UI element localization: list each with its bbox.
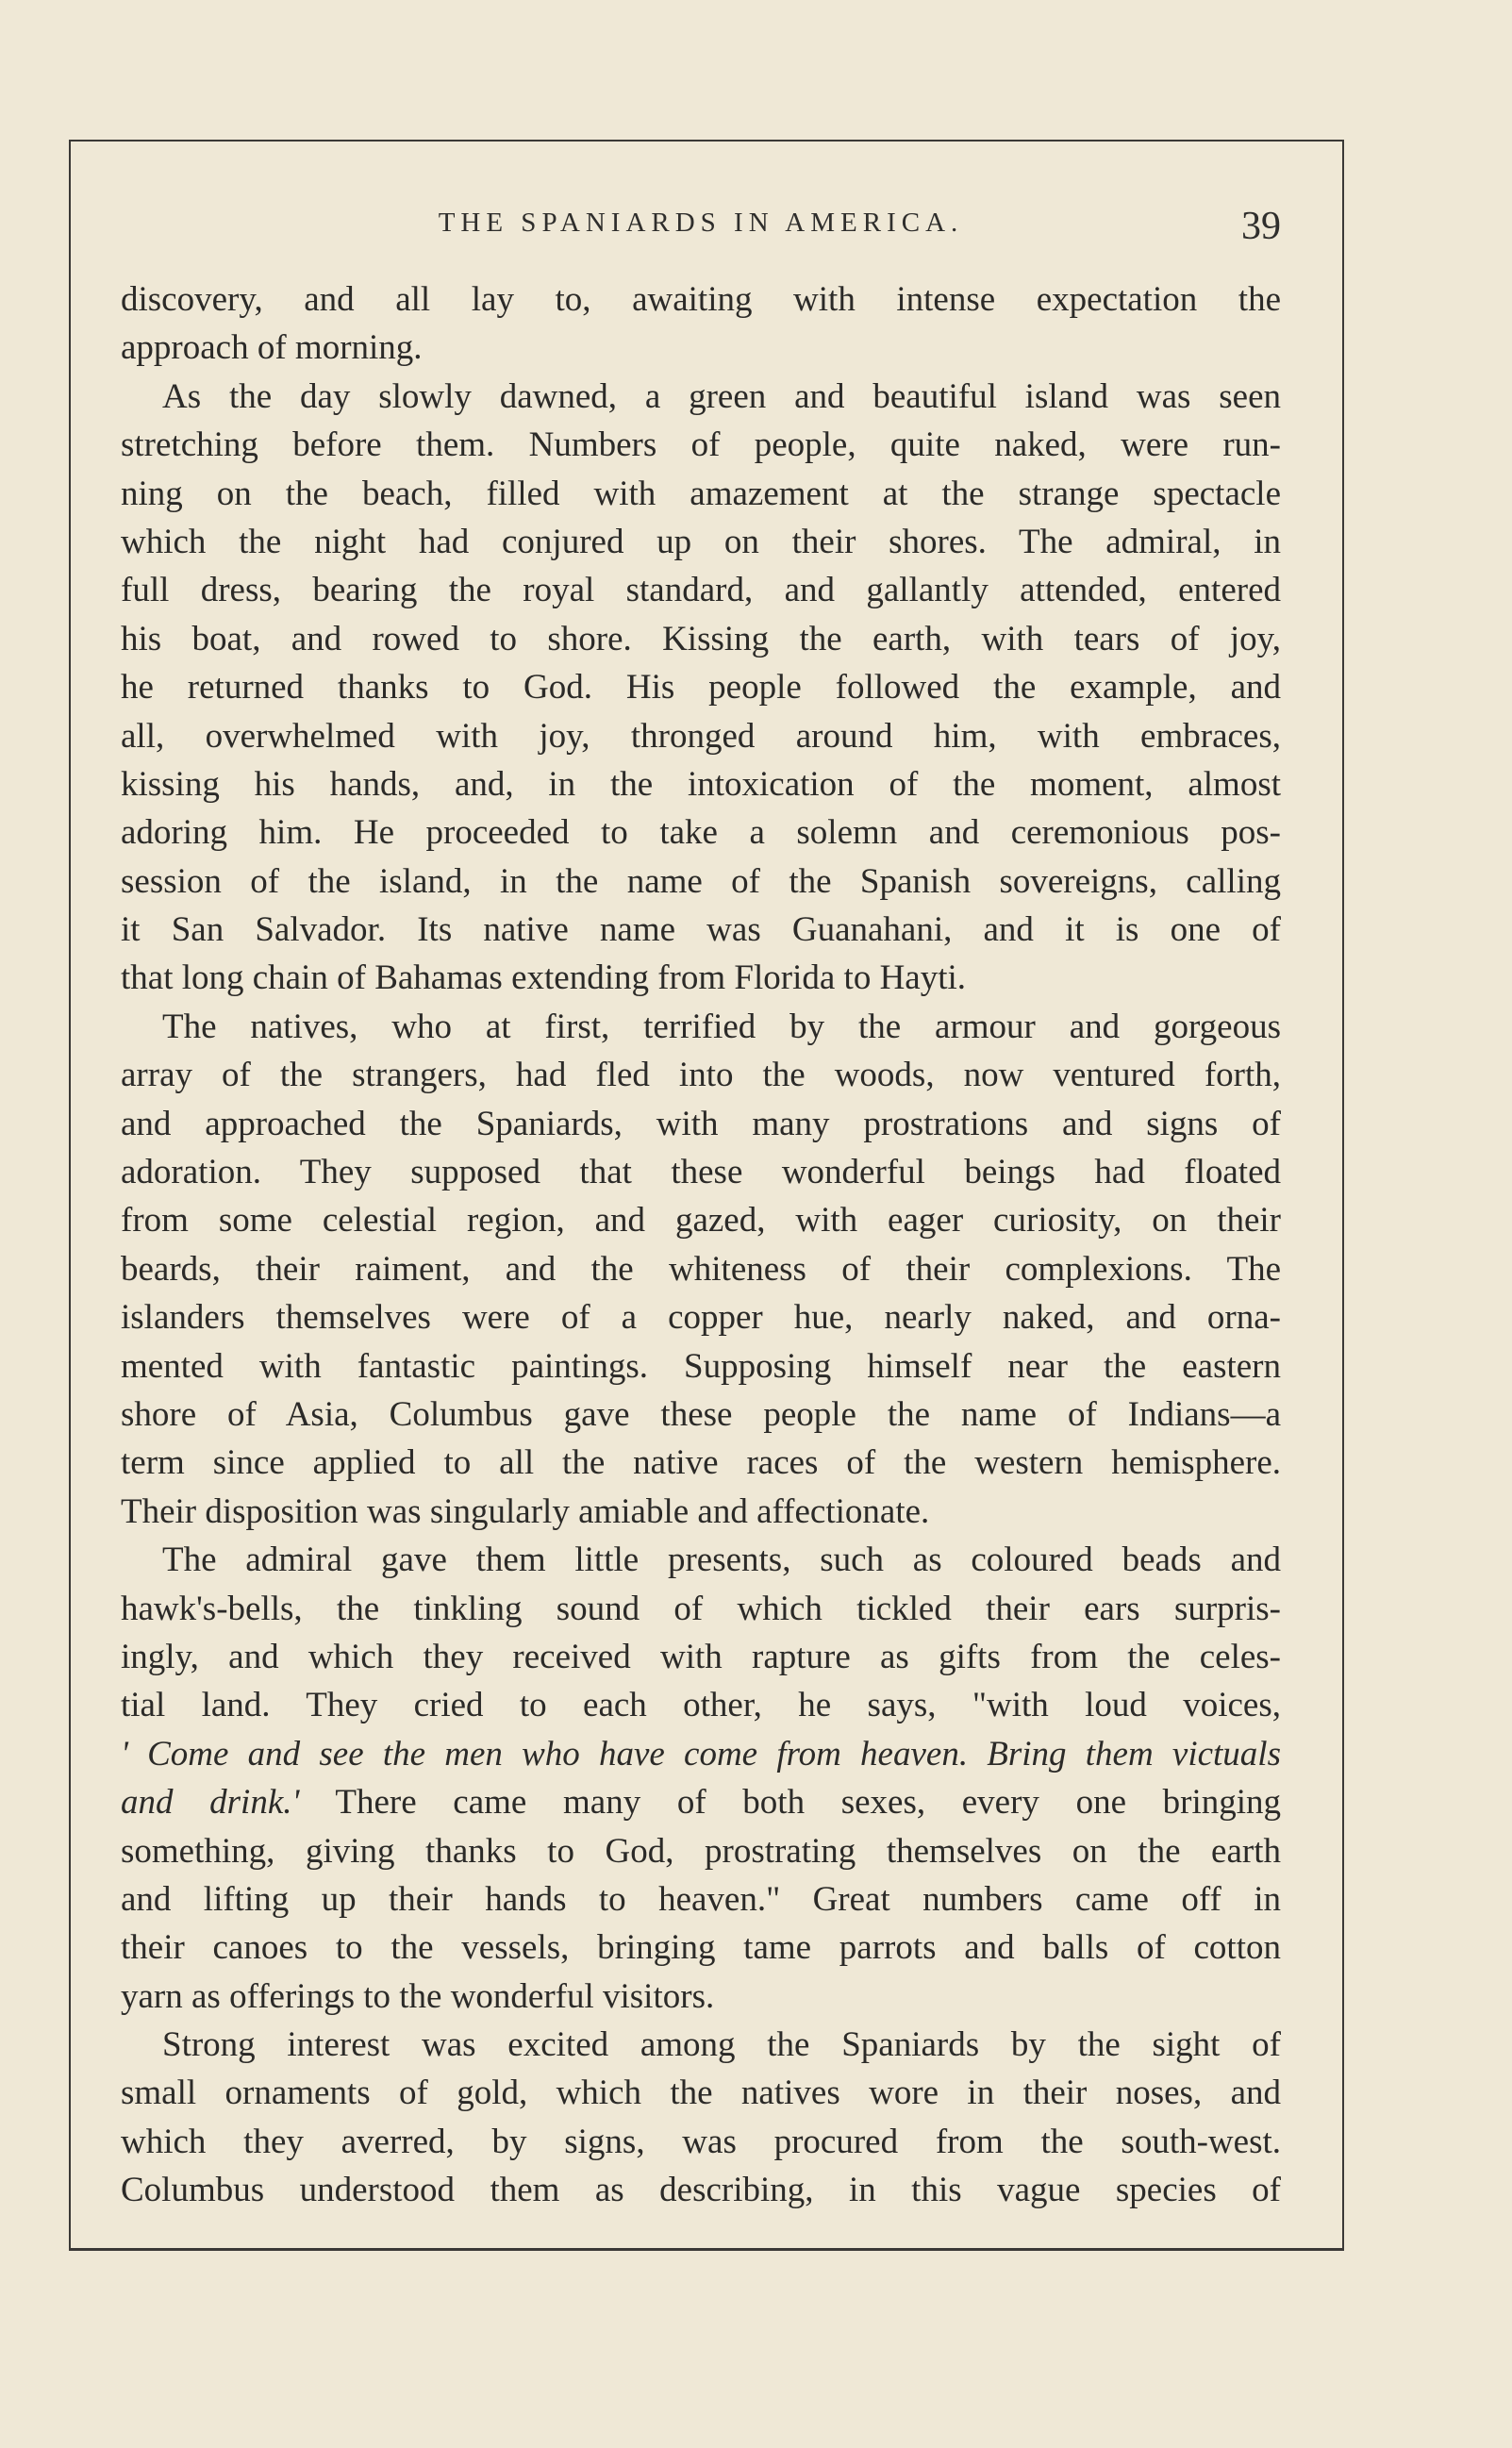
text-line: tial land. They cried to each other, he says, "with loud voices, [121, 1686, 1281, 1725]
text-line: term since applied to all the native races of the western hemisphere. [121, 1443, 1281, 1483]
paragraph-start-line: The natives, who at first, terrified by the armour and gorgeous [162, 1007, 1281, 1046]
text-line: which the night had conjured up on their shores. The admiral, in [121, 522, 1281, 561]
page-header [121, 200, 1281, 257]
text-line: discovery, and all lay to, awaiting with intense expectation the [121, 280, 1281, 319]
text-line: beards, their raiment, and the whiteness of their complexions. The [121, 1249, 1281, 1289]
text-line: it San Salvador. Its native name was Guanahani, and it is one of [121, 910, 1281, 950]
page-body [121, 275, 1281, 2215]
text-line: all, overwhelmed with joy, thronged around him, with embraces, [121, 716, 1281, 756]
text-line: hawk's-bells, the tinkling sound of which tickled their ears surpris- [121, 1589, 1281, 1628]
running-title: THE SPANIARDS IN AMERICA. [438, 208, 964, 238]
text-line: mented with fantastic paintings. Supposing himself near the eastern [121, 1346, 1281, 1386]
text-line: approach of morning. [121, 328, 423, 368]
text-line: his boat, and rowed to shore. Kissing the earth, with tears of joy, [121, 619, 1281, 658]
paragraph-start-line: As the day slowly dawned, a green and beautiful island was seen [162, 376, 1281, 416]
text-line: ingly, and which they received with rapture as gifts from the celes- [121, 1637, 1281, 1676]
text-line: small ornaments of gold, which the natives wore in their noses, and [121, 2073, 1281, 2113]
text-line: full dress, bearing the royal standard, and gallantly attended, entered [121, 571, 1281, 610]
text-line: adoration. They supposed that these wonderful beings had floated [121, 1153, 1281, 1192]
text-line: stretching before them. Numbers of people, quite naked, were run- [121, 425, 1281, 465]
text-line: session of the island, in the name of the Spanish sovereigns, calling [121, 861, 1281, 901]
text-line: from some celestial region, and gazed, with eager curiosity, on their [121, 1201, 1281, 1241]
text-line: he returned thanks to God. His people followed the example, and [121, 668, 1281, 708]
quote-continuation: There came many of both sexes, every one bringing [299, 1783, 1282, 1823]
text-line: their canoes to the vessels, bringing tame parrots and balls of cotton [121, 1928, 1281, 1968]
text-line: ning on the beach, filled with amazement at the strange spectacle [121, 474, 1281, 513]
text-line: which they averred, by signs, was procured from the south-west. [121, 2122, 1281, 2161]
paragraph-start-line: The admiral gave them little presents, such as coloured beads and [162, 1540, 1281, 1580]
text-line: that long chain of Bahamas extending from Florida to Hayti. [121, 958, 967, 998]
text-line: yarn as offerings to the wonderful visitors. [121, 1976, 715, 2016]
text-line: array of the strangers, had fled into the woods, now ventured forth, [121, 1056, 1281, 1095]
italic-quote-end: and drink.' [121, 1783, 300, 1823]
text-line: kissing his hands, and, in the intoxication of the moment, almost [121, 764, 1281, 804]
text-line: something, giving thanks to God, prostrating themselves on the earth [121, 1831, 1281, 1871]
text-line: shore of Asia, Columbus gave these people the name of Indians—a [121, 1394, 1281, 1434]
text-line: and approached the Spaniards, with many prostrations and signs of [121, 1104, 1281, 1143]
text-line: Their disposition was singularly amiable and affectionate. [121, 1491, 930, 1531]
paragraph-start-line: Strong interest was excited among the Spaniards by the sight of [162, 2025, 1281, 2065]
text-line: and lifting up their hands to heaven." Great numbers came off in [121, 1879, 1281, 1919]
text-line: adoring him. He proceeded to take a solemn and ceremonious pos- [121, 813, 1281, 853]
text-line: islanders themselves were of a copper hue, nearly naked, and orna- [121, 1298, 1281, 1338]
mixed-quote-line [121, 1778, 1281, 1826]
page-number: 39 [1241, 205, 1281, 248]
text-line: Columbus understood them as describing, in this vague species of [121, 2171, 1281, 2210]
italic-quote-line: ' Come and see the men who have come from heaven. Bring them victuals [121, 1734, 1281, 1774]
